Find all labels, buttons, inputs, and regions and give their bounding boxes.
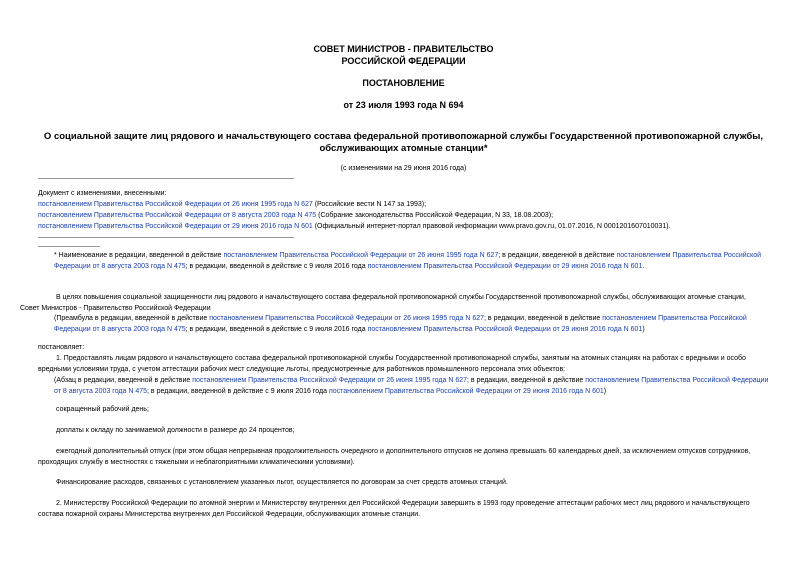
divider-bottom xyxy=(38,237,294,238)
preamble-link-1[interactable]: постановлением Правительства Российской Федерации от 26 июня 1995 года N 627 xyxy=(209,315,485,322)
document-type: ПОСТАНОВЛЕНИЕ xyxy=(362,78,445,88)
change-link-2[interactable]: постановлением Правительства Российской Федерации от 8 августа 2003 года N 475 xyxy=(38,212,317,219)
decree-word: постановляет: xyxy=(38,344,85,351)
note-text: (Абзац в редакции, введенной в действие xyxy=(54,377,193,384)
footnote-text: ; в редакции, введенной в действие с 9 июля 2016 года xyxy=(185,262,368,270)
note-text: ; в редакции, введенной в действие xyxy=(484,315,603,322)
changes-block xyxy=(38,188,773,232)
document-title-line-2: обслуживающих атомные станции* xyxy=(319,143,488,154)
note-text: ; в редакции, введенной в действие с 9 июля 2016 года xyxy=(185,325,368,333)
document-date: от 23 июля 1993 года N 694 xyxy=(343,100,464,110)
note-text: ; в редакции, введенной в действие xyxy=(467,377,586,384)
change-link-3[interactable]: постановлением Правительства Российской Федерации от 29 июня 2016 года N 601 xyxy=(38,223,313,230)
change-link-1[interactable]: постановлением Правительства Российской Федерации от 26 июня 1995 года N 627 xyxy=(38,201,313,208)
document-title-line-1: О социальной защите лиц рядового и начальствующего состава федеральной противопожарной службы Государственной противопожарной службы, xyxy=(43,131,764,142)
issuer-line-2: РОССИЙСКОЙ ФЕДЕРАЦИИ xyxy=(341,56,466,66)
footnote-rule xyxy=(38,246,100,247)
item-2-text: 2. Министерству Российской Федерации по атомной энергии и Министерству внутренних дел Российской Федерации завершить в 1993 году проведение аттестации рабочих мест лиц рядового и начальствующего состава пожарной охраны Министерства внутренних дел Российской Федерации, обслуживающих атомные станции. xyxy=(38,500,750,518)
footnote-link-3[interactable]: постановлением Правительства Российской Федерации от 29 июня 2016 года N 601 xyxy=(367,262,643,270)
benefit-short-day: сокращенный рабочий день; xyxy=(56,406,149,413)
note-text: ; в редакции, введенной в действие с 9 июля 2016 года xyxy=(147,387,329,395)
footnote-text: ; в редакции, введенной в действие xyxy=(498,252,617,259)
change-item xyxy=(38,221,773,232)
preamble-government: Совет Министров - Правительство Российской Федерации xyxy=(20,304,211,312)
change-source-2: (Собрание законодательства Российской Федерации, N 33, 18.08.2003); xyxy=(316,212,554,219)
item-1-link-3[interactable]: постановлением Правительства Российской Федерации от 29 июня 2016 года N 601 xyxy=(328,387,604,395)
change-item xyxy=(38,210,773,221)
financing-text: Финансирование расходов, связанных с установлением указанных льгот, осуществляется по договорам за счет средств атомных станций. xyxy=(56,479,508,486)
item-1-note xyxy=(38,376,773,397)
change-source-3: (Официальный интернет-портал правовой информации www.pravo.gov.ru, 01.07.2016, N 0001201607010031). xyxy=(312,223,671,230)
benefit-salary-bonus: доплаты к окладу по занимаемой должности в размере до 24 процентов; xyxy=(56,427,295,434)
revision-note: (с изменениями на 29 июня 2016 года) xyxy=(340,165,467,172)
preamble-note xyxy=(38,314,773,335)
item-1-text: 1. Предоставлять лицам рядового и начальствующего состава федеральной противопожарной службы Государственной противопожарной службы, занятым на атомных станциях на работах с вредными и особо вредными условиями труда, с учетом аттестации рабочих мест следующие льготы, предусмотренные для работников промышленного персонала этих объектов: xyxy=(38,355,746,373)
item-1-link-1[interactable]: постановлением Правительства Российской Федерации от 26 июня 1995 года N 627 xyxy=(192,377,468,384)
footnote-link-1[interactable]: постановлением Правительства Российской Федерации от 26 июня 1995 года N 627 xyxy=(223,252,499,259)
changes-heading: Документ с изменениями, внесенными: xyxy=(38,190,167,197)
change-item xyxy=(38,199,773,210)
benefit-extra-leave: ежегодный дополнительный отпуск (при этом общая непрерывная продолжительность очередного и дополнительного отпусков не должна превышать 60 календарных дней, за исключением отпусков сотрудников, проходящих службу в местностях с тяжелыми и неблагоприятными климатическими условиями). xyxy=(38,448,751,466)
note-text: (Преамбула в редакции, введенной в действие xyxy=(54,315,210,322)
divider-top xyxy=(38,178,294,179)
change-source-1: (Российские вести N 147 за 1993); xyxy=(312,201,427,208)
footnote-link-2[interactable]: постановлением Правительства Российской Федерации от 8 августа 2003 года N 475 xyxy=(54,252,762,270)
preamble-link-2[interactable]: постановлением Правительства Российской Федерации от 8 августа 2003 года N 475 xyxy=(54,315,747,333)
preamble-link-3[interactable]: постановлением Правительства Российской Федерации от 29 июня 2016 года N 601 xyxy=(367,325,643,333)
preamble-text xyxy=(20,293,773,314)
preamble-body: В целях повышения социальной защищенности лиц рядового и начальствующего состава федеральной противопожарной службы Государственной противопожарной службы, обслуживающих атомные станции, xyxy=(56,294,746,301)
item-1-link-2[interactable]: постановлением Правительства Российской Федерации от 8 августа 2003 года N 475 xyxy=(54,377,769,395)
footnote-text: * Наименование в редакции, введенной в действие xyxy=(54,252,224,259)
footnote xyxy=(38,251,773,272)
footnote-text: . xyxy=(642,262,645,270)
issuer-line-1: СОВЕТ МИНИСТРОВ - ПРАВИТЕЛЬСТВО xyxy=(313,44,494,54)
note-text: ) xyxy=(603,387,607,395)
note-text: ) xyxy=(642,325,645,333)
